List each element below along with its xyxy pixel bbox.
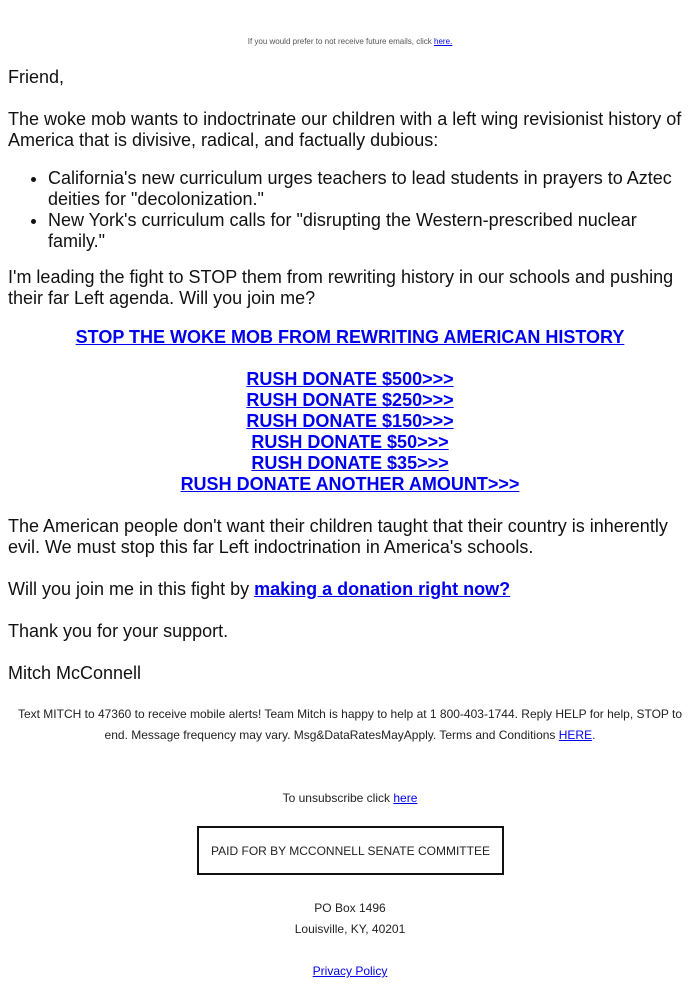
terms-link[interactable]: HERE <box>558 728 593 742</box>
thanks-text: Thank you for your support. <box>8 621 229 641</box>
paid-for-text: PAID FOR BY MCCONNELL SENATE COMMITTEE <box>211 843 490 858</box>
greeting: Friend, <box>8 67 65 87</box>
sms-disclaimer-text: Text MITCH to 47360 to receive mobile alerts! Team Mitch is happy to help at 1 800-403-1744. Reply HELP for help, STOP to end. Message frequency may vary. Msg&DataRatesMayApply. Terms and Conditions <box>17 707 683 742</box>
preheader-text: If you would prefer to not receive future emails, click <box>247 37 435 46</box>
join-text: Will you join me in this fight by <box>8 579 255 599</box>
privacy-line <box>0 961 700 982</box>
intro-paragraph: The woke mob wants to indoctrinate our children with a left wing revisionist history of America that is divisive, radical, and factually dubious: <box>8 109 682 150</box>
sms-disclaimer <box>14 704 686 746</box>
donate-now-link[interactable]: making a donation right now? <box>254 579 511 599</box>
unsubscribe-line <box>0 788 700 809</box>
sms-disclaimer-suffix: . <box>592 728 596 742</box>
donate-250-link[interactable]: RUSH DONATE $250>>> <box>246 390 454 410</box>
unsubscribe-text: To unsubscribe click <box>282 791 394 805</box>
donate-150-link[interactable]: RUSH DONATE $150>>> <box>246 411 454 431</box>
list-item: • California's new curriculum urges teachers to lead students in prayers to Aztec deities for "decolonization." <box>48 168 690 210</box>
donate-500-link[interactable]: RUSH DONATE $500>>> <box>246 369 454 389</box>
join-paragraph <box>8 579 690 600</box>
list-item: • New York's curriculum calls for "disrupting the Western-prescribed nuclear family." <box>48 210 690 252</box>
main-cta-link[interactable]: STOP THE WOKE MOB FROM REWRITING AMERICAN HISTORY <box>75 327 625 347</box>
preheader <box>0 37 700 46</box>
bullet-list <box>8 168 690 252</box>
donate-35-link[interactable]: RUSH DONATE $35>>> <box>251 453 449 473</box>
signature: Mitch McConnell <box>8 663 142 683</box>
fight-paragraph: I'm leading the fight to STOP them from rewriting history in our schools and pushing their far Left agenda. Will you join me? <box>8 267 674 308</box>
main-cta <box>0 327 700 348</box>
unsubscribe-link[interactable]: here <box>393 791 418 805</box>
donate-links <box>0 369 700 495</box>
address-line-1: PO Box 1496 <box>314 901 386 915</box>
american-paragraph: The American people don't want their children taught that their country is inherently evil. We must stop this far Left indoctrination in America's schools. <box>8 516 668 557</box>
donate-other-amount-link[interactable]: RUSH DONATE ANOTHER AMOUNT>>> <box>180 474 520 494</box>
privacy-policy-link[interactable]: Privacy Policy <box>312 964 388 978</box>
paid-for-box <box>197 826 504 875</box>
address-line-2: Louisville, KY, 40201 <box>294 922 406 936</box>
preheader-unsubscribe-link[interactable]: here. <box>434 37 453 46</box>
donate-50-link[interactable]: RUSH DONATE $50>>> <box>251 432 449 452</box>
